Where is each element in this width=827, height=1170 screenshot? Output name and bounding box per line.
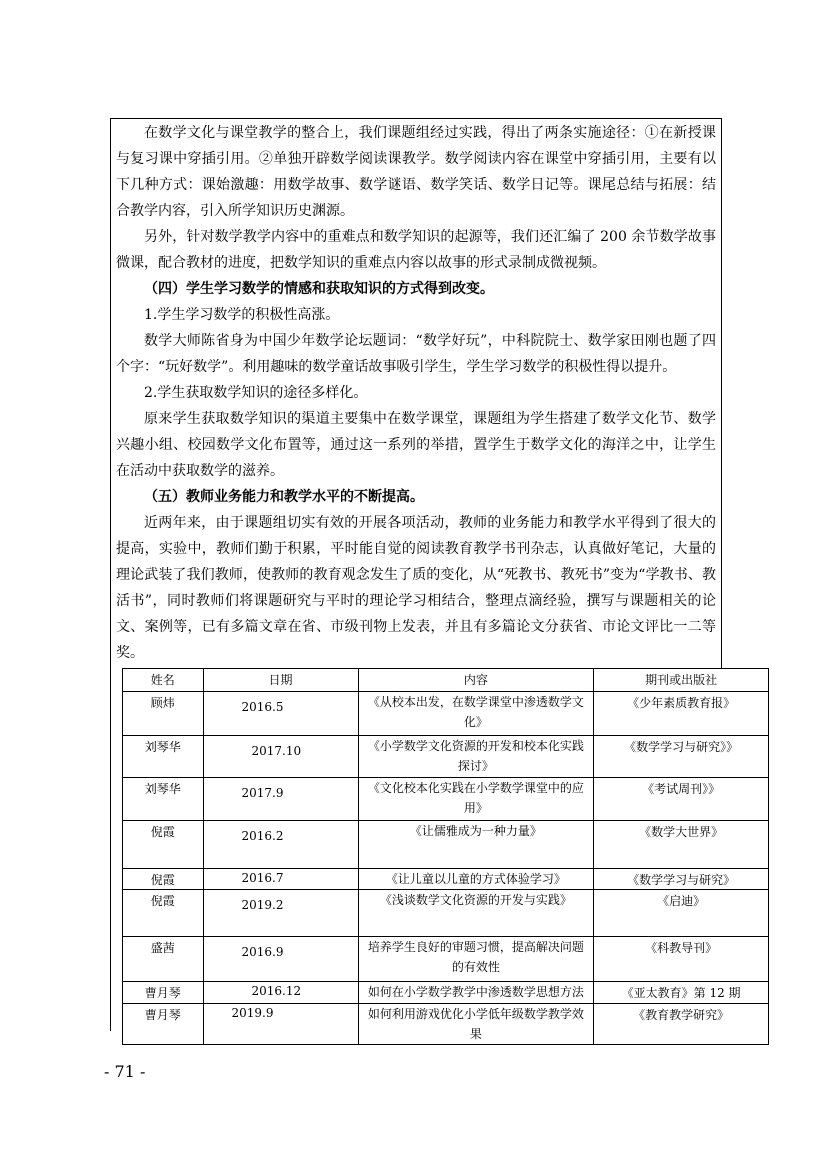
paragraph: 1.学生学习数学的积极性高涨。 — [144, 307, 340, 323]
cell-date: 2016.2 — [203, 821, 358, 869]
table-row — [123, 1004, 769, 1045]
cell-journal: 《少年素质教育报》 — [594, 692, 769, 736]
cell-name: 倪霞 — [123, 821, 204, 869]
paragraph: 原来学生获取数学知识的渠道主要集中在数学课堂，课题组为学生搭建了数学文化节、数学兴趣小组、校园数学文化布置等，通过这一系列的举措，置学生于数学文化的海洋之中，让学生在活动中获取数学的滋养。 — [116, 411, 716, 479]
section-heading: （四）学生学习数学的情感和获取知识的方式得到改变。 — [144, 281, 494, 297]
section-heading: （五）教师业务能力和教学水平的不断提高。 — [144, 489, 424, 505]
cell-name: 刘琴华 — [123, 778, 204, 821]
table-row — [123, 937, 769, 982]
paragraph: 2.学生获取数学知识的途径多样化。 — [144, 385, 368, 401]
cell-name: 盛茜 — [123, 937, 204, 982]
cell-content: 《文化校本化实践在小学数学课堂中的应用》 — [358, 778, 594, 821]
cell-journal: 《科教导刊》 — [594, 937, 769, 982]
cell-name: 倪霞 — [123, 869, 204, 890]
cell-content: 《让儿童以儿童的方式体验学习》 — [358, 869, 594, 890]
paragraph: 数学大师陈省身为中国少年数学论坛题词：“数学好玩”，中科院院士、数学家田刚也题了四个字：“玩好数学”。利用趣味的数学童话故事吸引学生，学生学习数学的积极性得以提升。 — [116, 333, 716, 375]
cell-name: 顾炜 — [123, 692, 204, 736]
cell-date: 2016.7 — [203, 869, 358, 890]
cell-journal: 《亚太教育》第 12 期 — [594, 982, 769, 1004]
table-row — [123, 821, 769, 869]
cell-journal: 《考试周刊》》 — [594, 778, 769, 821]
cell-content: 如何利用游戏优化小学低年级数学教学效果 — [358, 1004, 594, 1045]
cell-content: 《让儒雅成为一种力量》 — [358, 821, 594, 869]
paragraph: 在数学文化与课堂教学的整合上，我们课题组经过实践，得出了两条实施途径：①在新授课与复习课中穿插引用。②单独开辟数学阅读课教学。数学阅读内容在课堂中穿插引用，主要有以下几种方式：课始激趣：用数学故事、数学谜语、数学笑话、数学日记等。课尾总结与拓展：结合教学内容，引入所学知识历史渊源。 — [116, 125, 716, 219]
table-row — [123, 982, 769, 1004]
table-header-row — [123, 669, 769, 692]
cell-journal: 《数学大世界》 — [594, 821, 769, 869]
header-journal: 期刊或出版社 — [594, 669, 769, 692]
cell-name: 倪霞 — [123, 890, 204, 937]
header-content: 内容 — [358, 669, 594, 692]
cell-content: 培养学生良好的审题习惯，提高解决问题的有效性 — [358, 937, 594, 982]
table-row — [123, 736, 769, 778]
cell-content: 《从校本出发，在数学课堂中渗透数学文化》 — [358, 692, 594, 736]
table-row — [123, 869, 769, 890]
cell-journal: 《启迪》 — [594, 890, 769, 937]
cell-date: 2019.2 — [203, 890, 358, 937]
table-row — [123, 692, 769, 736]
table-row — [123, 778, 769, 821]
header-date: 日期 — [203, 669, 358, 692]
cell-name: 曹月琴 — [123, 982, 204, 1004]
cell-name: 曹月琴 — [123, 1004, 204, 1045]
paragraph: 近两年来，由于课题组切实有效的开展各项活动，教师的业务能力和教学水平得到了很大的提高，实验中，教师们勤于积累，平时能自觉的阅读教育教学书刊杂志，认真做好笔记，大量的理论武装了我们教师，使教师的教育观念发生了质的变化，从“死教书、教死书”变为“学教书、教活书”，同时教师们将课题研究与平时的理论学习相结合，整理点滴经验，撰写与课题相关的论文、案例等，已有多篇文章在省、市级刊物上发表，并且有多篇论文分获省、市论文评比一二等奖。 — [116, 515, 716, 661]
table-row — [123, 890, 769, 937]
cell-date: 2016.5 — [203, 692, 358, 736]
cell-date: 2016.12 — [203, 982, 358, 1004]
cell-journal: 《教育教学研究》 — [594, 1004, 769, 1045]
cell-journal: 《数学学习与研究》 — [594, 869, 769, 890]
page-number: - 71 - — [104, 1062, 146, 1081]
frame-left-border — [110, 668, 111, 1031]
paragraph: 另外，针对数学教学内容中的重难点和数学知识的起源等，我们还汇编了 200 余节数学故事微课，配合教材的进度，把数学知识的重难点内容以故事的形式录制成微视频。 — [116, 229, 716, 271]
cell-date: 2017.10 — [203, 736, 358, 778]
cell-date: 2016.9 — [203, 937, 358, 982]
cell-content: 如何在小学数学教学中渗透数学思想方法 — [358, 982, 594, 1004]
publication-table — [122, 668, 769, 1045]
header-name: 姓名 — [123, 669, 204, 692]
cell-name: 刘琴华 — [123, 736, 204, 778]
cell-content: 《浅谈数学文化资源的开发与实践》 — [358, 890, 594, 937]
cell-date: 2017.9 — [203, 778, 358, 821]
cell-content: 《小学数学文化资源的开发和校本化实践探讨》 — [358, 736, 594, 778]
cell-journal: 《数学学习与研究》》 — [594, 736, 769, 778]
body-text — [116, 120, 716, 666]
cell-date: 2019.9 — [203, 1004, 358, 1045]
